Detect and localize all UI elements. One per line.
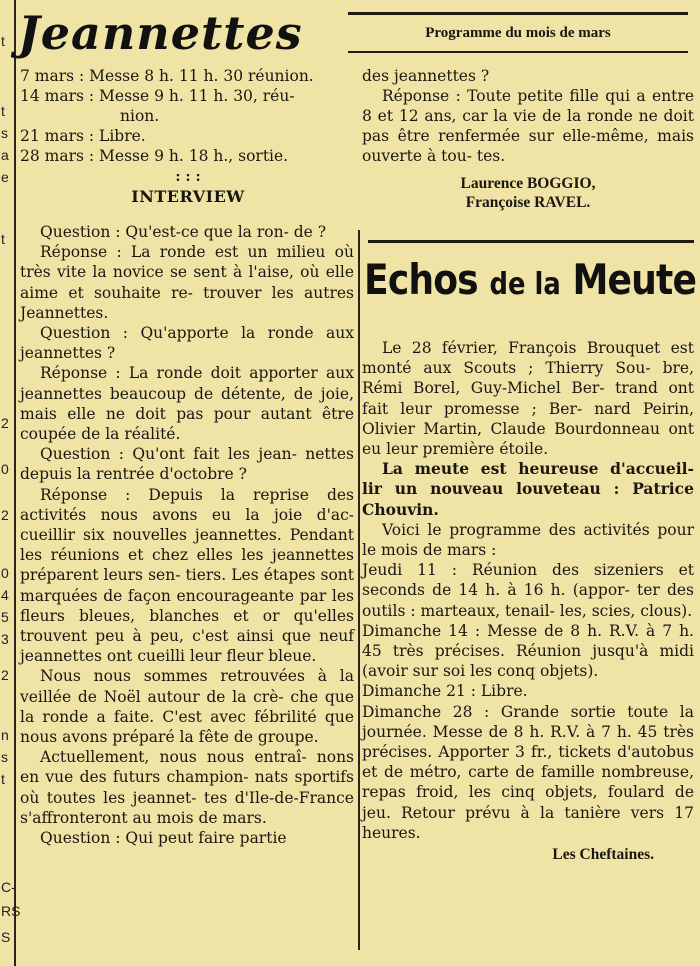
- edge-fragment: t: [1, 231, 5, 247]
- edge-fragment: 4: [1, 587, 9, 603]
- schedule-line: 7 mars : Messe 8 h. 11 h. 30 réunion.: [20, 67, 314, 85]
- column-divider: [358, 230, 360, 950]
- edge-fragment: 2: [1, 667, 9, 683]
- program-header-text: Programme du mois de mars: [425, 24, 611, 41]
- edge-fragment: a: [1, 147, 9, 163]
- edge-fragment: S: [1, 929, 11, 945]
- signature-line: Laurence BOGGIO,: [460, 175, 596, 192]
- edge-fragment: 2: [1, 415, 9, 431]
- interview-paragraph: Question : Qu'ont fait les jean- nettes depuis la rentrée d'octobre ?: [20, 445, 354, 484]
- echos-de-la-meute-heading: [364, 252, 697, 313]
- section-rule: [368, 240, 694, 243]
- echos-paragraph: Le 28 février, François Brouquet est monté aux Scouts ; Thierry Sou- bre, Rémi Borel, Guy-Michel Ber- trand ont fait leur promesse ; Ber- nard Peirin, Olivier Martin, Claude Bourdonneau ont eu leur première étoile.: [362, 339, 694, 459]
- edge-fragment: RS: [1, 903, 21, 919]
- edge-fragment: 0: [1, 461, 9, 477]
- echos-body: [362, 338, 694, 865]
- activity-day: Jeudi 11 :: [362, 561, 458, 580]
- activity-item: [362, 681, 694, 701]
- interview-paragraph: Question : Qu'apporte la ronde aux jeannettes ?: [20, 324, 354, 363]
- edge-fragment: t: [1, 33, 5, 49]
- interview-continued-line: des jeannettes ?: [362, 67, 490, 85]
- activity-day: Dimanche 21 :: [362, 682, 476, 701]
- edge-fragment: t: [1, 771, 5, 787]
- interview-title: INTERVIEW: [131, 187, 245, 206]
- edge-fragment: 2: [1, 507, 9, 523]
- echos-title-part: Meute: [572, 255, 697, 304]
- activity-day: Dimanche 28 :: [362, 702, 490, 721]
- activity-item: [362, 560, 694, 621]
- program-header-box: [348, 12, 688, 53]
- left-edge-fragments: [0, 0, 21, 966]
- closing-signature: Les Cheftaines.: [552, 846, 654, 864]
- interview-paragraph: Question : Qu'est-ce que la ron- de ?: [40, 223, 327, 241]
- edge-fragment: 0: [1, 565, 9, 581]
- edge-fragment: s: [1, 749, 8, 765]
- schedule-line: 28 mars : Messe 9 h. 18 h., sortie.: [20, 147, 289, 165]
- interview-paragraph: Réponse : Toute petite fille qui a entre 8 et 12 ans, car la vie de la ronde ne doit pas être renfermée sur elle-même, mais ouverte à tou- tes.: [362, 87, 694, 165]
- echos-title-part: de la: [489, 267, 561, 302]
- section-separator: : : :: [175, 169, 201, 185]
- echos-paragraph: La meute est heureuse d'accueil- lir un nouveau louveteau : Patrice Chouvin.: [362, 459, 694, 519]
- activity-item: [362, 702, 694, 843]
- activity-text: Messe de 8 h. R.V. à 7 h. 45 très précises. Réunion jusqu'à midi (avoir sur soi les conq objets).: [362, 621, 694, 681]
- edge-fragment: e: [1, 169, 9, 185]
- edge-fragment: t: [1, 103, 5, 119]
- activity-day: Dimanche 14 :: [362, 621, 481, 640]
- activity-text: Libre.: [480, 682, 528, 701]
- signature-line: Françoise RAVEL.: [465, 194, 591, 211]
- edge-fragment: s: [1, 125, 8, 141]
- schedule-line: nion.: [120, 107, 160, 125]
- interview-continuation: [362, 66, 694, 212]
- schedule-line: 21 mars : Libre.: [20, 127, 146, 145]
- edge-fragment: 5: [1, 609, 9, 625]
- schedule-line: 14 mars : Messe 9 h. 11 h. 30, réu-: [20, 87, 295, 105]
- activity-text: Grande sortie toute la journée. Messe de 8 h. R.V. à 7 h. 45 très précises. Apporter 3 fr., tickets d'autobus et de métro, carte de famille nombreuse, repas froid, les cinq objets, foulard de jeu. Retour prévu à la tanière vers 17 heures.: [362, 702, 694, 842]
- activities-list: [362, 560, 694, 843]
- activity-item: [362, 621, 694, 682]
- interview-body: [20, 222, 354, 848]
- edge-fragment: n: [1, 727, 9, 743]
- march-schedule: [20, 66, 356, 208]
- interview-paragraph: Réponse : Depuis la reprise des activités nous avons eu la joie d'ac- cueillir six nouvelles jeannettes. Pendant les réunions et chez elles les jeannettes préparent leurs sen- tiers. Les étapes sont marquées de façon encourageante par les fleurs bleues, blanches et or qu'elles trouvent peu à peu, c'est ainsi que neuf jeannettes ont cueilli leur fleur bleue.: [20, 485, 354, 666]
- interview-paragraph: Nous nous sommes retrouvées à la veillée de Noël autour de la crè- che que la ronde a faite. C'est avec fébrilité que nous avons préparé la fête de groupe.: [20, 667, 354, 747]
- interview-paragraph: Actuellement, nous nous entraî- nons en vue des futurs champion- nats sportifs où toutes les jeannet- tes d'Ile-de-France s'affronteront au mois de mars.: [20, 748, 354, 827]
- interview-paragraph: Réponse : La ronde doit apporter aux jeannettes beaucoup de détente, de joie, mais elle ne doit pas pour autant être coupée de la réalité.: [20, 364, 354, 444]
- activity-text: Réunion des sizeniers et seconds de 14 h. à 16 h. (appor- ter des outils : marteaux, tenail- les, scies, clous).: [362, 561, 694, 620]
- interview-paragraph: Réponse : La ronde est un milieu où très vite la novice se sent à l'aise, où elle aime et souhaite re- trouver les autres Jeannettes.: [20, 243, 354, 322]
- echos-paragraph: Voici le programme des activités pour le mois de mars :: [362, 520, 694, 560]
- interview-paragraph: Question : Qui peut faire partie: [40, 829, 287, 848]
- edge-fragment: 3: [1, 631, 9, 647]
- echos-title-part: Echos: [364, 255, 478, 304]
- edge-fragment: C-: [1, 879, 16, 895]
- jeannettes-masthead: Jeannettes: [18, 6, 303, 60]
